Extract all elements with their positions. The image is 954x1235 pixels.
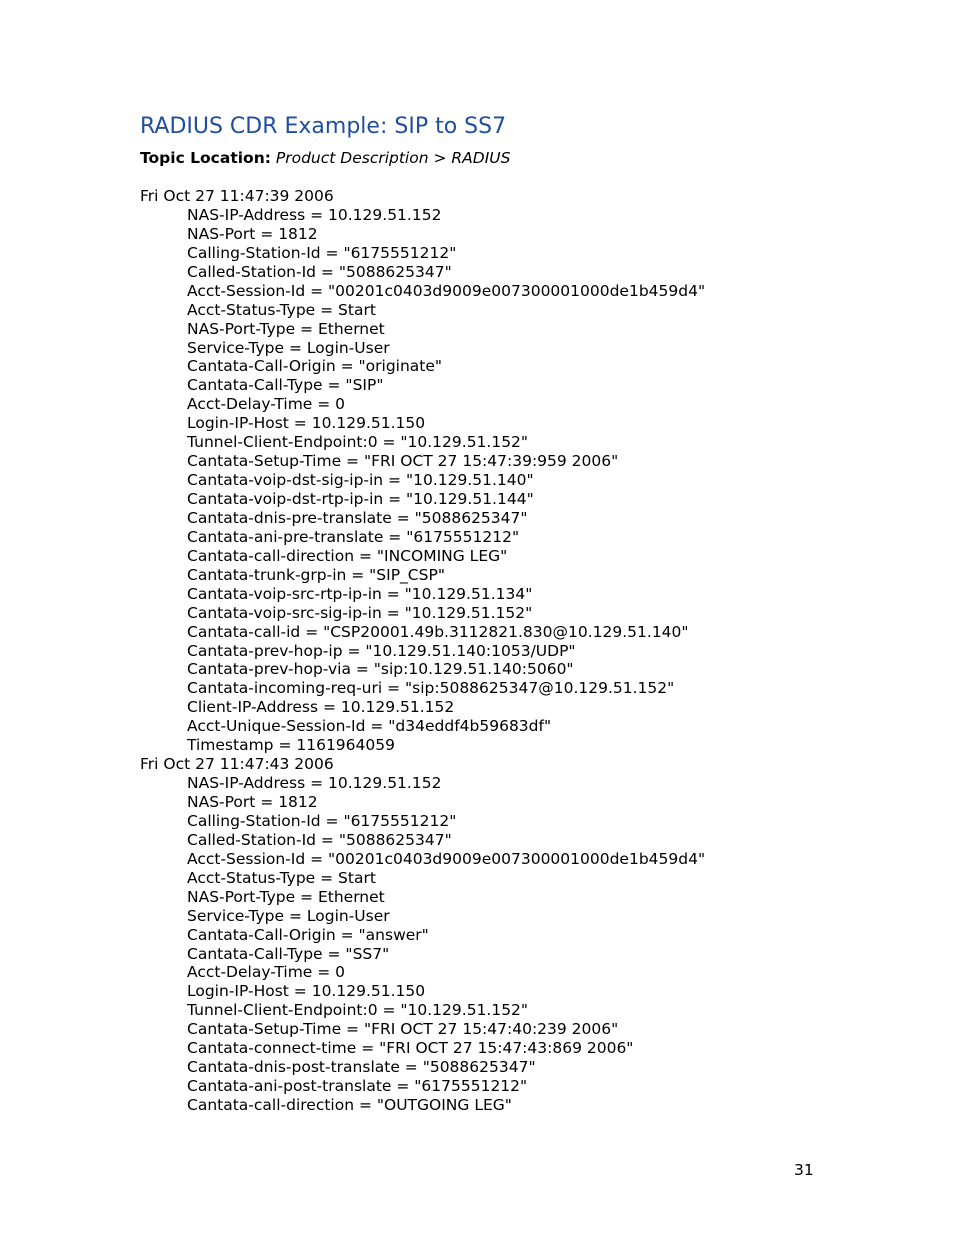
cdr-record-timestamp: Fri Oct 27 11:47:39 2006 xyxy=(140,187,334,205)
cdr-record xyxy=(140,187,840,755)
cdr-attribute-line: Called-Station-Id = "5088625347" xyxy=(187,830,452,849)
cdr-attribute-line: Cantata-dnis-post-translate = "5088625347" xyxy=(187,1058,536,1077)
cdr-attribute-line: Cantata-Call-Type = "SIP" xyxy=(187,376,384,395)
cdr-attribute-line: NAS-Port-Type = Ethernet xyxy=(187,887,385,906)
cdr-attribute-line: Cantata-prev-hop-ip = "10.129.51.140:1053/UDP" xyxy=(187,641,576,660)
cdr-attribute-line: NAS-IP-Address = 10.129.51.152 xyxy=(187,774,442,793)
cdr-attribute-line: Cantata-voip-src-rtp-ip-in = "10.129.51.134" xyxy=(187,584,533,603)
cdr-attribute-line: Cantata-voip-dst-sig-ip-in = "10.129.51.140" xyxy=(187,471,534,490)
cdr-record-list xyxy=(140,187,840,1115)
topic-location-value: Product Description > RADIUS xyxy=(275,149,511,167)
cdr-attribute-line: Cantata-Call-Type = "SS7" xyxy=(187,944,390,963)
cdr-attribute-line: Cantata-call-direction = "INCOMING LEG" xyxy=(187,546,508,565)
cdr-attribute-line: Cantata-Call-Origin = "originate" xyxy=(187,357,443,376)
page-number: 31 xyxy=(794,1161,814,1179)
cdr-attribute-line: Acct-Status-Type = Start xyxy=(187,300,376,319)
cdr-attribute-line: Cantata-voip-src-sig-ip-in = "10.129.51.152" xyxy=(187,603,533,622)
cdr-attribute-line: Tunnel-Client-Endpoint:0 = "10.129.51.152" xyxy=(187,433,529,452)
cdr-attribute-line: Cantata-prev-hop-via = "sip:10.129.51.140:5060" xyxy=(187,660,574,679)
cdr-attribute-line: Service-Type = Login-User xyxy=(187,906,390,925)
topic-location xyxy=(140,148,510,168)
cdr-attribute-line: Cantata-Call-Origin = "answer" xyxy=(187,925,429,944)
cdr-attribute-line: Client-IP-Address = 10.129.51.152 xyxy=(187,698,455,717)
cdr-attribute-line: NAS-Port = 1812 xyxy=(187,793,318,811)
cdr-attribute-line: Cantata-connect-time = "FRI OCT 27 15:47:43:869 2006" xyxy=(187,1039,634,1058)
cdr-attribute-line: Acct-Delay-Time = 0 xyxy=(187,395,346,414)
cdr-attribute-line: Calling-Station-Id = "6175551212" xyxy=(187,243,457,262)
cdr-attribute-line: Cantata-Setup-Time = "FRI OCT 27 15:47:39:959 2006" xyxy=(187,452,619,471)
cdr-attribute-line: Called-Station-Id = "5088625347" xyxy=(187,262,452,281)
cdr-attribute-line: Acct-Delay-Time = 0 xyxy=(187,963,346,982)
cdr-attribute-line: Cantata-call-id = "CSP20001.49b.3112821.830@10.129.51.140" xyxy=(187,622,689,641)
cdr-record xyxy=(140,755,840,1115)
cdr-attribute-line: Calling-Station-Id = "6175551212" xyxy=(187,811,457,830)
cdr-attribute-line: Login-IP-Host = 10.129.51.150 xyxy=(187,982,426,1001)
cdr-attribute-line: Cantata-voip-dst-rtp-ip-in = "10.129.51.144" xyxy=(187,490,534,508)
cdr-attribute-line: Service-Type = Login-User xyxy=(187,338,390,357)
cdr-attribute-line: NAS-IP-Address = 10.129.51.152 xyxy=(187,205,442,224)
cdr-attribute-line: Acct-Unique-Session-Id = "d34eddf4b59683df" xyxy=(187,717,552,736)
cdr-attribute-line: Cantata-trunk-grp-in = "SIP_CSP" xyxy=(187,565,445,584)
page-title: RADIUS CDR Example: SIP to SS7 xyxy=(140,114,507,139)
cdr-attribute-line: Cantata-call-direction = "OUTGOING LEG" xyxy=(187,1096,512,1114)
topic-location-label: Topic Location: xyxy=(140,149,271,167)
cdr-attribute-line: Cantata-dnis-pre-translate = "5088625347" xyxy=(187,508,528,527)
cdr-attribute-line: Acct-Session-Id = "00201c0403d9009e007300001000de1b459d4" xyxy=(187,849,706,868)
cdr-attribute-line: Acct-Session-Id = "00201c0403d9009e007300001000de1b459d4" xyxy=(187,281,706,300)
cdr-attribute-line: Login-IP-Host = 10.129.51.150 xyxy=(187,414,426,433)
cdr-attribute-line: Tunnel-Client-Endpoint:0 = "10.129.51.152" xyxy=(187,1001,529,1020)
cdr-attribute-line: NAS-Port = 1812 xyxy=(187,224,318,243)
cdr-attribute-line: NAS-Port-Type = Ethernet xyxy=(187,319,385,338)
cdr-attribute-line: Cantata-Setup-Time = "FRI OCT 27 15:47:40:239 2006" xyxy=(187,1020,619,1039)
cdr-attribute-line: Timestamp = 1161964059 xyxy=(187,736,395,755)
cdr-attribute-line: Cantata-ani-post-translate = "6175551212" xyxy=(187,1077,528,1096)
cdr-attribute-line: Cantata-ani-pre-translate = "6175551212" xyxy=(187,527,520,546)
cdr-attribute-line: Cantata-incoming-req-uri = "sip:5088625347@10.129.51.152" xyxy=(187,679,675,698)
cdr-attribute-line: Acct-Status-Type = Start xyxy=(187,868,376,887)
cdr-record-timestamp: Fri Oct 27 11:47:43 2006 xyxy=(140,755,334,774)
